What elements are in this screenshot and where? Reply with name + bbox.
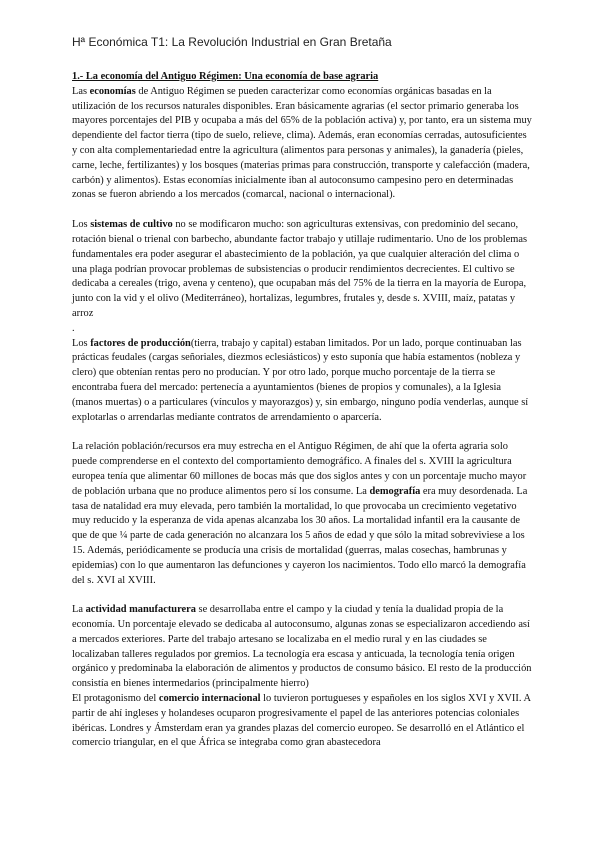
text-run: Los	[72, 219, 91, 231]
paragraph-sistemas-cultivo	[72, 218, 532, 322]
text-run: La	[72, 604, 86, 616]
paragraph-gap	[72, 203, 532, 218]
text-run: de Antiguo Régimen se pueden caracterizar como economías orgánicas basadas en la utilización de los recursos naturales disponibles. Eran básicamente agrarias (el sector primario generaba los mayores porcentajes del PIB y ocupaba a más del 65% de la población activa) y, por tanto, era un sistema muy dependiente del factor tierra (tipo de suelo, relieve, clima). Además, eran economías cerradas, autosuficientes y con alta complementariedad entre la agricultura (alimentos para personas y animales), la ganadería (pieles, carne, leche, fertilizantes) y los bosques (materias primas para construcción, transporte y calefacción (madera, carbón) y alimentos). Estas economías inicialmente iban al autoconsumo campesino pero en determinadas zonas se fueron abriendo a los mercados (comarcal, nacional o internacional).	[72, 85, 532, 201]
text-run: Las	[72, 85, 90, 97]
paragraph-factores-produccion	[72, 337, 532, 426]
text-run: La relación población/recursos era muy estrecha en el Antiguo Régimen, de ahí que la oferta agraria solo puede comprenderse en el contexto del comportamiento demográfico. A finales del s. XVIII la agricultura europea tenía que alimentar 60 millones de bocas más que dos siglos antes y con un porcentaje mucho mayor de población urbana que no produce alimentos pero sí los consume. La	[72, 441, 527, 497]
text-run: se desarrollaba entre el campo y la ciudad y tenía la dualidad propia de la economía. Un porcentaje elevado se dedicaba al autoconsumo, algunas zonas se especializaron accediendo así a mercados exteriores. Parte del trabajo artesano se localizaba en el medio rural y en las ciudades se localizaban talleres regulados por gremios. La tecnología era escasa y anticuada, la tecnología tenía origen orgánico y predominaba la elaboración de alimentos y productos de consumo básico. El resto de la producción consistía en bienes intermedarios (principalmente hierro)	[72, 604, 532, 690]
bold-term: factores de producción	[90, 337, 191, 349]
paragraph-economias	[72, 85, 532, 203]
paragraph-demografia	[72, 440, 532, 588]
bold-term: demografía	[369, 485, 421, 497]
bold-term: sistemas de cultivo	[90, 219, 173, 231]
section-heading	[72, 70, 532, 85]
text-run: lo tuvieron portugueses y españoles en los siglos XVI y XVII. A partir de ahí ingleses y holandeses ocuparon progresivamente el papel de las anteriores potencias coloniales ibéricas. Londres y Ámsterdam eran ya grandes plazas del comercio europeo. Se desarrolló en el Atlántico el comercio triangular, en el que África se integraba como gran abastecedora	[72, 693, 531, 749]
section-heading-text: 1.- La economía del Antiguo Régimen: Una economía de base agraria	[72, 71, 379, 82]
bold-term: actividad manufacturera	[85, 604, 196, 616]
paragraph-actividad-manufacturera	[72, 603, 532, 692]
paragraph-comercio-internacional	[72, 692, 532, 751]
document-body	[72, 70, 532, 751]
stray-period: .	[72, 322, 75, 334]
bold-term: comercio internacional	[158, 693, 261, 705]
text-run: Los	[72, 337, 91, 349]
paragraph-gap	[72, 588, 532, 603]
paragraph-gap	[72, 425, 532, 440]
page-header: Hª Económica T1: La Revolución Industrial en Gran Bretaña	[72, 35, 392, 49]
bold-term: economías	[89, 85, 136, 97]
text-run: El protagonismo del	[72, 693, 159, 705]
text-run: (tierra, trabajo y capital) estaban limitados. Por un lado, porque continuaban las prácticas feudales (cargas señoriales, diezmos eclesiásticos) y esto suponía que había estamentos (nobleza y clero) que obtenían rentas pero no producían. Y por otro lado, porque mucho porcentaje de la tierra se encontraba fuera del mercado: pertenecía a ayuntamientos (bienes de propios y comunales), a la Iglesia (manos muertas) o a particulares (vínculos y mayorazgos) y, sin embargo, ninguno podía venderlas, aunque sí explotarlas o arrendarlas mediante contratos de arrendamiento o aparcería.	[72, 337, 529, 423]
text-run: era muy desordenada. La tasa de natalidad era muy elevada, pero también la mortalidad, lo que provocaba un crecimiento vegetativo muy reducido y la esperanza de vida apenas alcanzaba los 30 años. La mortalidad infantil era la causante de que de que ¼ parte de cada generación no alcanzara los 5 años de edad y que sólo la mitad sobreviviese a los 15. Además, periódicamente se producía una crisis de mortalidad (guerras, malas cosechas, hambrunas y epidemias) con lo que aumentaron las defunciones y cayeron los nacimientos. Todo ello marcó la demografía del s. XVI al XVIII.	[72, 485, 528, 586]
text-run: no se modificaron mucho: son agriculturas extensivas, con predominio del secano, rotación bienal o trienal con barbecho, abundante factor trabajo y utillaje rudimentario. Uno de los problemas fundamentales era poder asegurar el abastecimiento de la población, ya que cualquier alteración del clima o una plaga podrían provocar problemas de subsistencias o producir rendimientos decrecientes. El cultivo se dedicaba a cereales (trigo, avena y centeno), que ocupaban más del 75% de la tierra en la mayoría de Europa, junto con la vid y el olivo (Mediterráneo), hortalizas, legumbres, frutales y, desde s. XVIII, maíz, patatas y arroz	[72, 219, 528, 319]
